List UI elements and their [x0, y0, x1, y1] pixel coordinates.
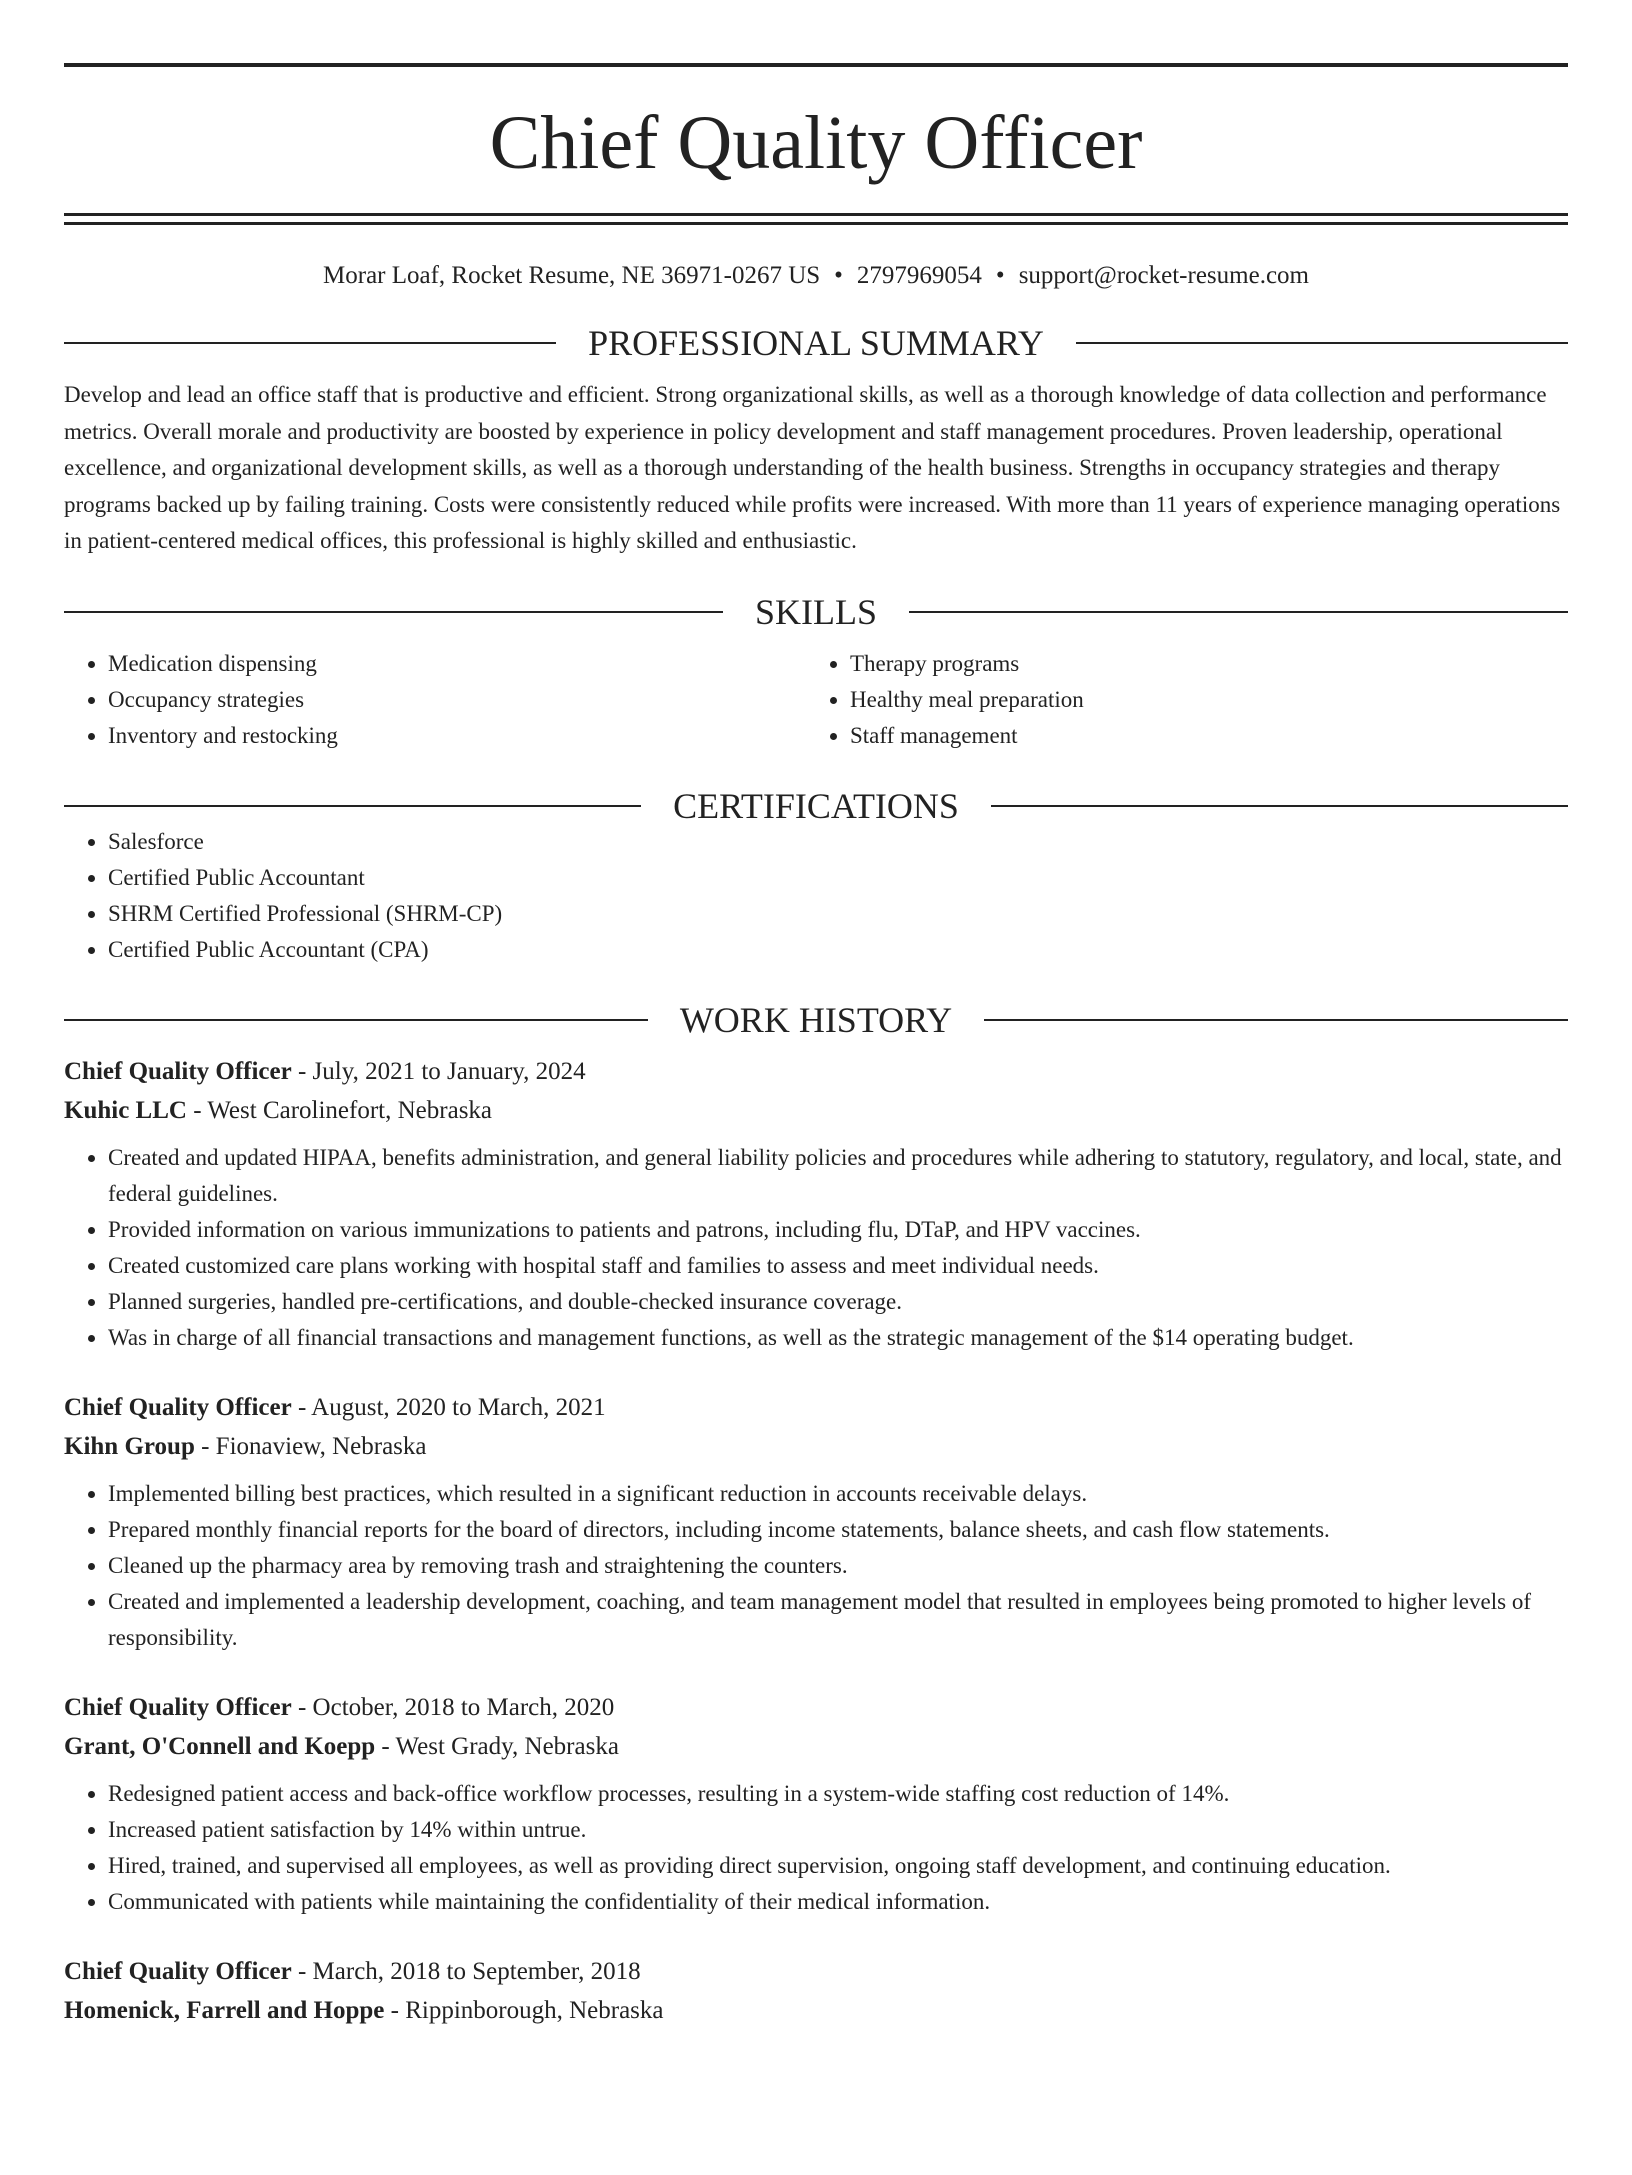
job-bullet: • Was in charge of all financial transactions and management functions, as well as the strategic management of the $14 operating budget.	[108, 1320, 1568, 1356]
job-dates: - August, 2020 to March, 2021	[291, 1393, 606, 1421]
skills-heading: SKILLS	[755, 591, 878, 632]
section-rule	[909, 611, 1568, 613]
job-entry	[64, 1388, 1568, 1656]
skills-list-right	[806, 646, 1568, 754]
section-rule	[64, 342, 556, 344]
certifications-list	[64, 824, 1568, 968]
job-bullet-list	[64, 1140, 1568, 1356]
job-location: - West Grady, Nebraska	[375, 1732, 619, 1760]
job-role: Chief Quality Officer	[64, 1693, 292, 1721]
skill-item: • Staff management	[850, 718, 1568, 754]
section-rule	[1076, 342, 1568, 344]
contact-phone: 2797969054	[856, 262, 982, 289]
summary-heading: PROFESSIONAL SUMMARY	[588, 323, 1044, 363]
contact-separator: •	[995, 262, 1005, 289]
job-bullet: • Hired, trained, and supervised all employees, as well as providing direct supervision, ongoing staff development, and continuing education.	[108, 1848, 1568, 1884]
job-bullet: • Implemented billing best practices, which resulted in a significant reduction in accounts receivable delays.	[108, 1476, 1568, 1512]
job-company-line	[64, 1427, 1568, 1466]
job-dates: - October, 2018 to March, 2020	[291, 1693, 615, 1721]
job-location: - Fionaview, Nebraska	[194, 1432, 427, 1460]
work-history-list	[64, 1052, 1568, 2030]
job-company: Kihn Group	[64, 1432, 195, 1460]
section-rule	[64, 1019, 648, 1021]
title-double-rule	[64, 213, 1568, 225]
certifications-heading: CERTIFICATIONS	[673, 785, 959, 826]
job-entry	[64, 1052, 1568, 1356]
job-bullet: • Created customized care plans working with hospital staff and families to assess and meet individual needs.	[108, 1248, 1568, 1284]
contact-address: Morar Loaf, Rocket Resume, NE 36971-0267 US	[323, 262, 821, 289]
section-rule	[991, 805, 1568, 807]
resume-page	[0, 63, 1632, 2175]
skills-section-header	[64, 591, 1568, 632]
job-company-line	[64, 1091, 1568, 1130]
job-company-line	[64, 1727, 1568, 1766]
job-bullet: • Cleaned up the pharmacy area by removing trash and straightening the counters.	[108, 1548, 1568, 1584]
job-location: - Rippinborough, Nebraska	[384, 1996, 664, 2024]
job-dates: - July, 2021 to January, 2024	[291, 1057, 586, 1085]
skill-item: • Medication dispensing	[108, 646, 806, 682]
job-dates: - March, 2018 to September, 2018	[291, 1957, 641, 1985]
section-rule	[64, 805, 641, 807]
certification-item: • Certified Public Accountant	[108, 860, 1568, 896]
certification-item: • SHRM Certified Professional (SHRM-CP)	[108, 896, 1568, 932]
job-title-line	[64, 1688, 1568, 1727]
section-rule	[64, 611, 723, 613]
resume-title: Chief Quality Officer	[489, 101, 1143, 185]
job-bullet: • Prepared monthly financial reports for the board of directors, including income statements, balance sheets, and cash flow statements.	[108, 1512, 1568, 1548]
certifications-section-header	[64, 785, 1568, 826]
job-role: Chief Quality Officer	[64, 1057, 292, 1085]
contact-line	[64, 261, 1568, 291]
top-rule	[64, 63, 1568, 67]
job-title-line	[64, 1052, 1568, 1091]
job-role: Chief Quality Officer	[64, 1393, 292, 1421]
job-title-line	[64, 1952, 1568, 1991]
job-bullet: • Created and implemented a leadership development, coaching, and team management model that resulted in employees being promoted to higher levels of responsibility.	[108, 1584, 1568, 1656]
skill-item: • Inventory and restocking	[108, 718, 806, 754]
skills-list-left	[64, 646, 806, 754]
skill-item: • Occupancy strategies	[108, 682, 806, 718]
job-title-line	[64, 1388, 1568, 1427]
job-bullet: • Created and updated HIPAA, benefits administration, and general liability policies and procedures while adhering to statutory, regulatory, and local, state, and federal guidelines.	[108, 1140, 1568, 1212]
certification-item: • Salesforce	[108, 824, 1568, 860]
job-role: Chief Quality Officer	[64, 1957, 292, 1985]
job-bullet-list	[64, 1776, 1568, 1920]
work-heading: WORK HISTORY	[679, 999, 953, 1040]
summary-text: Develop and lead an office staff that is productive and efficient. Strong organizational skills, as well as a thorough knowledge of data collection and performance metrics. Overall morale and productivity are boosted by experience in policy development and staff management procedures. Proven leadership, operational excellence, and organizational development skills, as well as a thorough understanding of the health business. Strengths in occupancy strategies and therapy programs backed up by failing training. Costs were consistently reduced while profits were increased. With more than 11 years of experience managing operations in patient-centered medical offices, this professional is highly skilled and enthusiastic.	[64, 382, 1561, 553]
job-company: Kuhic LLC	[64, 1096, 187, 1124]
skills-grid	[64, 646, 1568, 754]
section-rule	[984, 1019, 1568, 1021]
job-company: Homenick, Farrell and Hoppe	[64, 1996, 385, 2024]
job-bullet-list	[64, 1476, 1568, 1656]
job-bullet: • Planned surgeries, handled pre-certifications, and double-checked insurance coverage.	[108, 1284, 1568, 1320]
job-bullet: • Redesigned patient access and back-office workflow processes, resulting in a system-wide staffing cost reduction of 14%.	[108, 1776, 1568, 1812]
job-bullet: • Increased patient satisfaction by 14% within untrue.	[108, 1812, 1568, 1848]
certification-item: • Certified Public Accountant (CPA)	[108, 932, 1568, 968]
summary-section-header	[64, 325, 1568, 361]
job-entry	[64, 1952, 1568, 2030]
skill-item: • Therapy programs	[850, 646, 1568, 682]
job-company: Grant, O'Connell and Koepp	[64, 1732, 376, 1760]
job-bullet: • Communicated with patients while maintaining the confidentiality of their medical information.	[108, 1884, 1568, 1920]
job-location: - West Carolinefort, Nebraska	[186, 1096, 493, 1124]
job-company-line	[64, 1991, 1568, 2030]
skill-item: • Healthy meal preparation	[850, 682, 1568, 718]
work-section-header	[64, 999, 1568, 1040]
job-bullet: • Provided information on various immunizations to patients and patrons, including flu, DTaP, and HPV vaccines.	[108, 1212, 1568, 1248]
contact-email[interactable]: support@rocket-resume.com	[1018, 262, 1309, 289]
contact-separator: •	[834, 262, 843, 289]
job-entry	[64, 1688, 1568, 1920]
